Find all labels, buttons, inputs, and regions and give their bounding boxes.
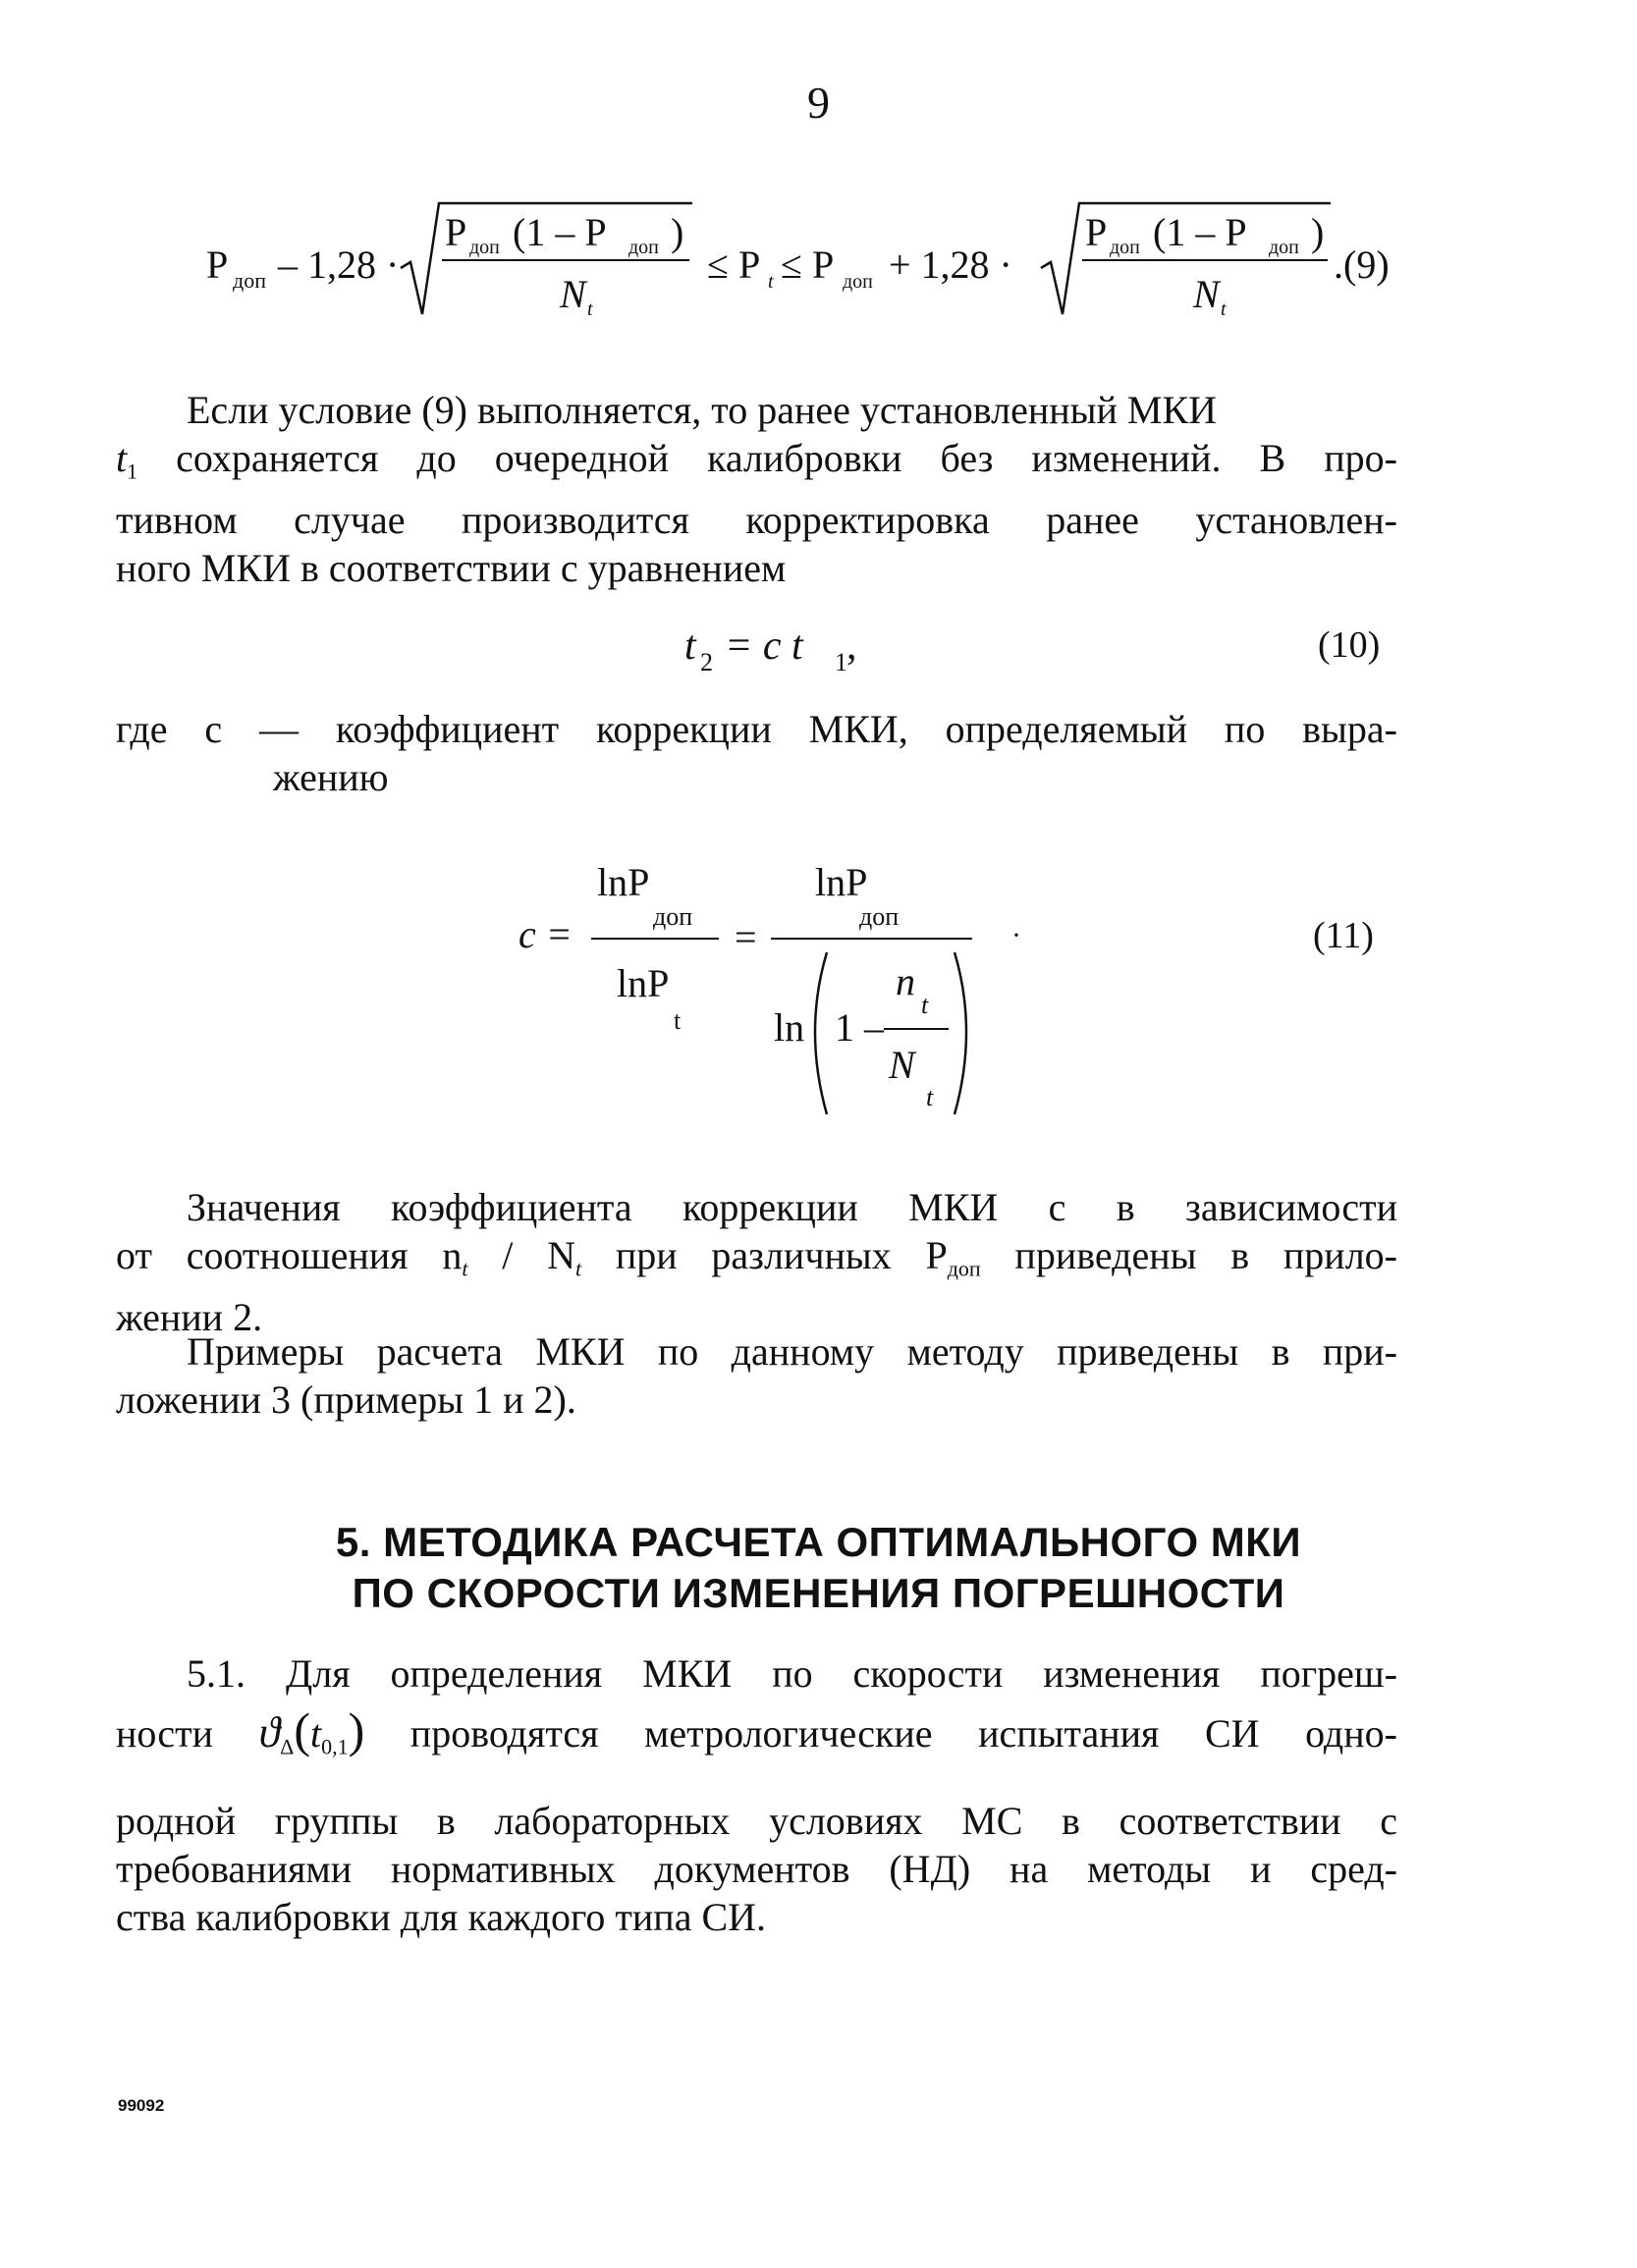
f9-rad2-num-end: ): [1311, 210, 1325, 254]
p4-line2a: ности: [116, 1711, 214, 1755]
p1-t1-sub: 1: [127, 459, 138, 484]
f9-rad1-num-sub2: доп: [628, 237, 659, 258]
f10-rhs-end: ,: [846, 623, 857, 669]
f9-rad2-num-mid: (1 – P: [1153, 210, 1247, 254]
p1-line1: Если условие (9) выполняется, то ранее установленный МКИ: [187, 388, 1218, 432]
f9-rad2-den: N: [1193, 272, 1220, 316]
f9-ineq2: ≤ P: [781, 243, 835, 287]
where-line1: где c — коэффициент коррекции МКИ, определяемый по выра-: [116, 707, 1397, 751]
f11-num2-sub: доп: [859, 902, 900, 931]
p2-line2b: / N: [467, 1233, 575, 1277]
f9-rad1-num-mid: (1 – P: [513, 210, 607, 254]
paragraph-4: [116, 1649, 1397, 1698]
f9-plus-coef: + 1,28 ·: [889, 243, 1012, 287]
p2-line2d: приведены в прило-: [980, 1233, 1397, 1277]
p3-line2: ложении 3 (примеры 1 и 2).: [116, 1377, 576, 1422]
f11-den2-N: N: [889, 1043, 915, 1087]
f11-c-eq: c =: [518, 912, 573, 956]
paragraph-4-cont: [116, 1797, 1397, 1941]
f10-lhs: t: [684, 623, 696, 669]
where-clause: [116, 705, 1397, 801]
p2-pdop-sub: доп: [947, 1256, 981, 1281]
f11-den2-n: n: [896, 959, 915, 1003]
heading-line1: 5. МЕТОДИКА РАСЧЕТА ОПТИМАЛЬНОГО МКИ: [335, 1519, 1302, 1565]
paragraph-2: [116, 1183, 1397, 1231]
where-line2: жению: [273, 755, 389, 799]
p4-line3: родной группы в лабораторных условиях МС в соответствии с: [116, 1799, 1397, 1843]
f9-rad2-num-sub2: доп: [1269, 237, 1299, 258]
f9-p: P: [206, 243, 229, 287]
f10-lhs-sub: 2: [700, 648, 713, 676]
f11-den1-sub: t: [674, 1006, 682, 1035]
f11-den2-N-sub: t: [926, 1083, 934, 1111]
f11-left-paren: [815, 952, 827, 1114]
f11-den2-one: 1 –: [835, 1005, 884, 1050]
f9-rad1-num-end: ): [671, 210, 684, 254]
page-number: 9: [807, 78, 830, 128]
f10-rhs-sub: 1: [835, 648, 847, 676]
f9-rad2-num-sub: доп: [1110, 237, 1140, 258]
f10-rhs: = c t: [725, 623, 803, 669]
p2-line2c: при различных P: [581, 1233, 948, 1277]
paragraph-3: [116, 1327, 1397, 1376]
paragraph-3-cont: [116, 1376, 1397, 1424]
p4-arg: t: [309, 1711, 322, 1755]
p1-t1: t: [116, 436, 128, 480]
formula-9: [0, 191, 1637, 339]
p4-arg-sub: 0,1: [321, 1734, 349, 1759]
f9-number: .(9): [1334, 243, 1390, 287]
section-heading: [0, 1517, 1637, 1619]
f9-ineq1: ≤ P: [707, 243, 761, 287]
p2-line1: Значения коэффициента коррекции МКИ c в зависимости: [187, 1185, 1397, 1229]
f9-rad1-num-sub: доп: [469, 237, 500, 258]
f11-den2-ln: ln: [774, 1005, 805, 1050]
f11-num1: lnP: [597, 860, 650, 904]
paragraph-1: [116, 386, 1397, 434]
f11-dot: ·: [1011, 919, 1021, 951]
p4-line5: ства калибровки для каждого типа СИ.: [116, 1895, 767, 1939]
f11-num1-sub: доп: [653, 902, 693, 931]
f11-right-paren: [955, 952, 966, 1114]
p4-line2b: проводятся метрологические испытания СИ одно-: [409, 1711, 1398, 1755]
f9-rad2-den-sub: t: [1221, 298, 1227, 320]
p2-nt-sub: t: [462, 1256, 468, 1281]
f11-den1: lnP: [617, 961, 670, 1005]
p2-line2a: от соотношения n: [116, 1233, 463, 1277]
p3-line1: Примеры расчета МКИ по данному методу приведены в при-: [187, 1329, 1397, 1374]
f9-rad1-den: N: [560, 272, 586, 316]
p4-line1: 5.1. Для определения МКИ по скорости изменения погреш-: [187, 1651, 1397, 1696]
paragraph-4-formula-line: ности ϑΔ(t0,1) проводятся метрологические испытания СИ одно-: [116, 1702, 1398, 1759]
paragraph-2-cont: [116, 1231, 1397, 1341]
f11-num2: lnP: [815, 860, 868, 904]
p1-line3: тивном случае производится корректировка ранее установлен-: [116, 497, 1397, 542]
f11-number: (11): [1313, 915, 1374, 956]
f9-rad2-num-p: P: [1085, 210, 1108, 254]
f9-ineq2-sub: доп: [843, 271, 873, 293]
f9-ineq1-sub: t: [768, 271, 774, 293]
p4-theta: ϑ: [258, 1708, 281, 1756]
p4-line4: требованиями нормативных документов (НД) на методы и сред-: [116, 1847, 1397, 1891]
heading-line2: ПО СКОРОСТИ ИЗМЕНЕНИЯ ПОГРЕШНОСТИ: [352, 1570, 1285, 1616]
p1-line4: ного МКИ в соответствии с уравнением: [116, 545, 787, 590]
document-code: 99092: [118, 2096, 165, 2115]
f9-minus-coef: – 1,28 ·: [278, 243, 400, 287]
f11-den2-n-sub: t: [921, 991, 929, 1019]
paragraph-1-cont: [116, 434, 1397, 592]
f9-rad1-num-p: P: [445, 210, 467, 254]
formula-10: [0, 614, 1637, 682]
p2-Nt-sub: t: [574, 1256, 582, 1281]
f9-rad1-den-sub: t: [587, 298, 593, 320]
p4-theta-sub: Δ: [280, 1734, 295, 1759]
formula-11: [0, 844, 1637, 1139]
p1-line2: сохраняется до очередной калибровки без изменений. В про-: [176, 436, 1397, 480]
f10-number: (10): [1318, 624, 1381, 666]
f11-eq2: =: [735, 915, 757, 959]
p2-line3: жении 2.: [116, 1294, 263, 1339]
f9-p-sub: доп: [233, 268, 266, 293]
